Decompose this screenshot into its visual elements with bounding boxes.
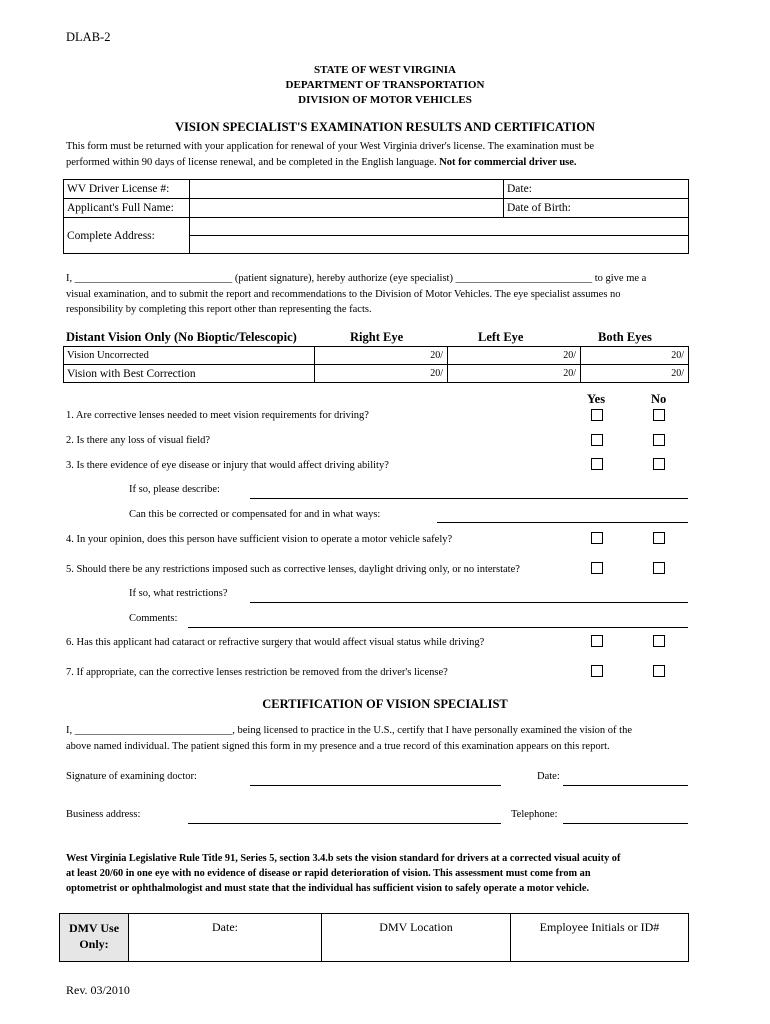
uncorrected-both-field[interactable]: 20/	[581, 347, 689, 365]
q3-describe-label: If so, please describe:	[129, 484, 220, 495]
q7-yes-checkbox[interactable]	[591, 665, 603, 677]
corrected-both-field[interactable]: 20/	[581, 365, 689, 383]
no-heading: No	[651, 392, 667, 406]
dob-field[interactable]	[504, 199, 689, 218]
q3-yes-checkbox[interactable]	[591, 458, 603, 470]
business-address-line[interactable]	[188, 823, 501, 824]
business-address-label: Business address:	[66, 809, 141, 820]
yes-heading: Yes	[587, 392, 606, 406]
q1-no-checkbox[interactable]	[653, 409, 665, 421]
uncorrected-right-field[interactable]: 20/	[315, 347, 448, 365]
dmv-date-cell[interactable]	[129, 914, 322, 962]
dmv-use-label-1: DMV Use	[68, 921, 120, 935]
question-3: 3. Is there evidence of eye disease or injury that would affect driving ability?	[66, 460, 389, 471]
q3-correct-line[interactable]	[437, 522, 688, 523]
legislative-rule-text	[66, 851, 620, 896]
q2-yes-checkbox[interactable]	[591, 434, 603, 446]
vision-uncorrected-label: Vision Uncorrected	[64, 347, 315, 365]
authorization-text	[66, 271, 646, 318]
signature-line[interactable]	[250, 785, 501, 786]
revision-date: Rev. 03/2010	[66, 983, 130, 997]
q4-no-checkbox[interactable]	[653, 532, 665, 544]
q5-restrictions-label: If so, what restrictions?	[129, 588, 228, 599]
rule-line-1: West Virginia Legislative Rule Title 91, Series 5, section 3.4.b sets the vision standard for drivers at a corrected visual acuity of	[66, 853, 621, 864]
certification-line-1: I, ______________________________, being licensed to practice in the U.S., certify that I have personally examined the vision of the	[66, 725, 632, 736]
vision-corrected-label: Vision with Best Correction	[64, 365, 315, 383]
intro-line-2	[66, 155, 594, 171]
corrected-right-field[interactable]: 20/	[315, 365, 448, 383]
q4-yes-checkbox[interactable]	[591, 532, 603, 544]
question-6: 6. Has this applicant had cataract or refractive surgery that would affect visual status while driving?	[66, 637, 485, 648]
q5-yes-checkbox[interactable]	[591, 562, 603, 574]
authorization-line-1b: __________________________ to give me a	[455, 273, 647, 284]
q5-comments-line[interactable]	[188, 627, 688, 628]
dmv-location-cell[interactable]	[322, 914, 511, 962]
intro-not-commercial: Not for commercial driver use.	[439, 156, 577, 168]
authorization-line-1a: I, ______________________________ (patient signature), hereby authorize (eye specialist)	[66, 273, 456, 284]
form-code: DLAB-2	[66, 30, 111, 44]
question-7: 7. If appropriate, can the corrective lenses restriction be removed from the driver's license?	[66, 667, 448, 678]
q5-restrictions-line[interactable]	[250, 602, 688, 603]
dmv-use-table	[59, 913, 689, 962]
question-4: 4. In your opinion, does this person have sufficient vision to operate a motor vehicle safely?	[66, 534, 453, 545]
signature-label: Signature of examining doctor:	[66, 771, 197, 782]
dmv-use-cell	[60, 914, 129, 962]
form-title: VISION SPECIALIST'S EXAMINATION RESULTS AND CERTIFICATION	[175, 120, 595, 134]
dmv-employee-cell[interactable]	[511, 914, 689, 962]
vision-row-corrected	[64, 365, 689, 383]
address-field-1[interactable]	[190, 218, 689, 236]
certification-text	[66, 723, 632, 754]
dmv-location-label: DMV Location	[379, 920, 453, 934]
question-2: 2. Is there any loss of visual field?	[66, 435, 211, 446]
name-field[interactable]	[190, 199, 504, 218]
q2-no-checkbox[interactable]	[653, 434, 665, 446]
authorization-line-3: responsibility by completing this report other than representing the facts.	[66, 304, 372, 315]
telephone-line[interactable]	[563, 823, 688, 824]
applicant-info-table	[63, 179, 689, 254]
license-field[interactable]	[190, 180, 504, 199]
q3-no-checkbox[interactable]	[653, 458, 665, 470]
both-eyes-heading: Both Eyes	[598, 330, 652, 344]
certification-line-2: above named individual. The patient signed this form in my presence and a true record of this examination appears on this report.	[66, 740, 610, 752]
header-state: STATE OF WEST VIRGINIA	[314, 64, 456, 76]
intro-line-1: This form must be returned with your application for renewal of your West Virginia driver's license. The examination must be	[66, 141, 595, 152]
authorization-line-2: visual examination, and to submit the report and recommendations to the Division of Motor Vehicles. The eye specialist assumes no	[66, 288, 621, 300]
q7-no-checkbox[interactable]	[653, 665, 665, 677]
rule-line-3: optometrist or ophthalmologist and must state that the individual has sufficient vision to safely operate a motor vehicle.	[66, 883, 590, 894]
address-label: Complete Address:	[64, 218, 190, 254]
right-eye-heading: Right Eye	[350, 330, 404, 344]
cert-date-line[interactable]	[563, 785, 688, 786]
question-5: 5. Should there be any restrictions imposed such as corrective lenses, daylight driving only, or no interstate?	[66, 564, 520, 575]
cert-date-label: Date:	[537, 771, 560, 782]
dob-label: Date of Birth:	[507, 202, 571, 214]
authorization-line-1	[66, 271, 646, 287]
question-1: 1. Are corrective lenses needed to meet vision requirements for driving?	[66, 410, 369, 421]
q5-no-checkbox[interactable]	[653, 562, 665, 574]
intro-text	[66, 139, 594, 170]
q6-yes-checkbox[interactable]	[591, 635, 603, 647]
license-label: WV Driver License #:	[64, 180, 190, 199]
dmv-use-label-2: Only:	[79, 937, 109, 951]
intro-line-2-text: performed within 90 days of license renewal, and be completed in the English language.	[66, 156, 440, 168]
dmv-date-label: Date:	[212, 920, 238, 934]
q3-describe-line[interactable]	[250, 498, 688, 499]
header-department: DEPARTMENT OF TRANSPORTATION	[285, 79, 485, 91]
name-label: Applicant's Full Name:	[64, 199, 190, 218]
corrected-left-field[interactable]: 20/	[448, 365, 581, 383]
q1-yes-checkbox[interactable]	[591, 409, 603, 421]
date-field[interactable]	[504, 180, 689, 199]
telephone-label: Telephone:	[511, 809, 558, 820]
q6-no-checkbox[interactable]	[653, 635, 665, 647]
dmv-employee-label: Employee Initials or ID#	[539, 920, 660, 934]
vision-row-uncorrected	[64, 347, 689, 365]
q5-comments-label: Comments:	[129, 613, 178, 624]
left-eye-heading: Left Eye	[478, 330, 524, 344]
address-field-2[interactable]	[190, 236, 689, 254]
date-label: Date:	[507, 183, 532, 195]
q3-correct-label: Can this be corrected or compensated for and in what ways:	[129, 509, 381, 520]
vision-table	[63, 346, 689, 383]
certification-heading: CERTIFICATION OF VISION SPECIALIST	[262, 697, 508, 711]
uncorrected-left-field[interactable]: 20/	[448, 347, 581, 365]
vision-heading: Distant Vision Only (No Bioptic/Telescopic)	[66, 330, 297, 344]
header-division: DIVISION OF MOTOR VEHICLES	[298, 94, 472, 106]
rule-line-2: at least 20/60 in one eye with no evidence of disease or rapid deterioration of vision. This assessment must come from an	[66, 868, 591, 879]
